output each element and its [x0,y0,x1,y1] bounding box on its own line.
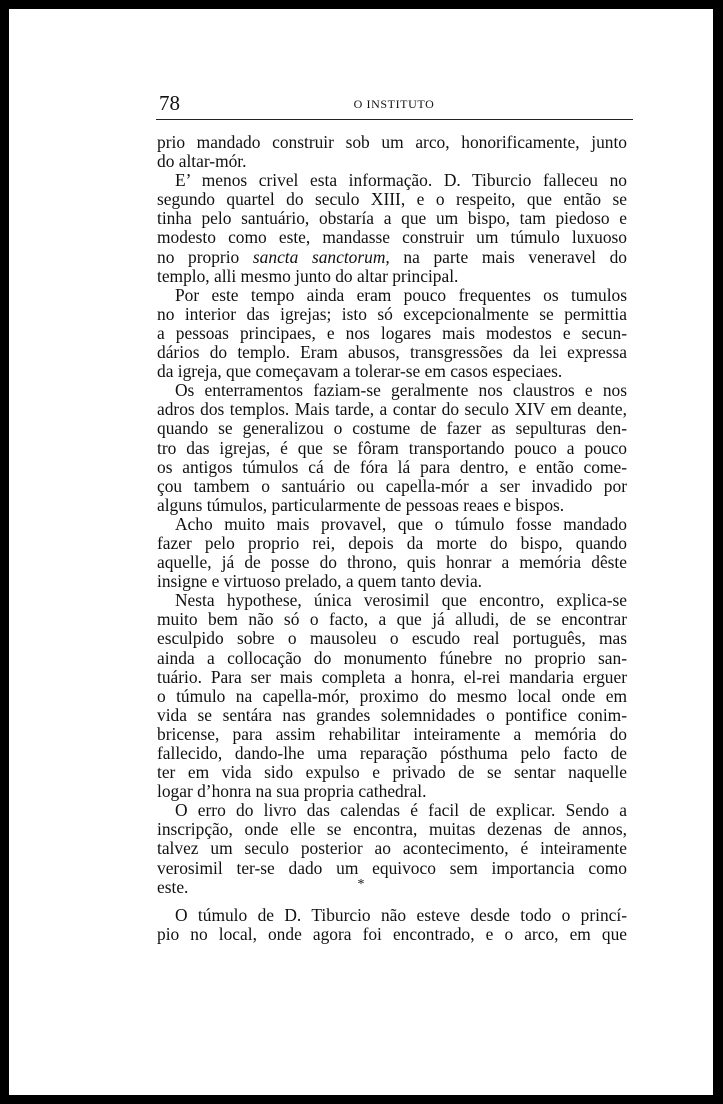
text-fragment: dários do templo. Eram abusos, transgressões da lei expressa [157,342,627,363]
text-fragment: da igreja, que começavam a tolerar-se em casos especiaes. [157,361,563,382]
text-fragment: bricense, para assim rehabilitar inteiramente a memória do [157,723,627,744]
text-fragment: O túmulo de D. Tiburcio não esteve desde todo o princí- [175,905,627,925]
text-fragment: inscripção, onde elle se encontra, muitas dezenas de annos, [157,819,627,840]
text-fragment: tro das igrejas, é que se fôram transportando pouco a pouco [157,437,627,458]
text-fragment: E’ menos crivel esta informação. D. Tiburcio falleceu no [175,170,627,191]
text-line [157,763,627,782]
text-fragment: vida se sentára nas grandes solemnidades o pontifice conim- [157,704,627,725]
body-text [157,133,627,897]
text-line [157,706,627,725]
text-fragment: adros dos templos. Mais tarde, a contar do seculo XIV em deante, [157,399,627,420]
text-line [157,859,627,878]
text-fragment: tuário. Para ser mais completa a honra, el-rei mandaria erguer [157,666,627,687]
text-fragment: os antigos túmulos cá de fóra lá para dentro, e então come- [157,456,627,477]
text-line [157,324,627,343]
text-fragment: Os enterramentos faziam-se geralmente nos claustros e nos [175,380,627,401]
text-line [157,572,627,591]
text-line [157,553,627,572]
text-line [157,477,627,496]
text-fragment: Acho muito mais provavel, que o túmulo fosse mandado [175,513,627,534]
text-line [157,267,627,286]
text-line [157,534,627,553]
text-line [157,286,627,305]
text-line [157,381,627,400]
text-line [157,209,627,228]
text-fragment: prio mandado construir sob um arco, honorificamente, junto [157,132,627,152]
section-separator: * [357,877,365,892]
text-fragment: modesto como este, mandasse construir um túmulo luxuoso [157,227,627,248]
text-line [157,782,627,801]
text-line [157,925,627,944]
text-fragment: segundo quartel do seculo XIII, e o respeito, que então se [157,189,627,210]
text-fragment: na parte mais veneravel do [403,246,627,267]
text-line [157,906,627,925]
text-line [157,725,627,744]
body-text-continued [157,906,627,944]
text-line [157,458,627,477]
page-number: 78 [159,91,180,115]
text-line [157,248,627,267]
text-fragment: pio no local, onde agora foi encontrado, e o arco, em que [157,924,627,945]
text-fragment: logar d’honra na sua propria cathedral. [157,781,427,802]
text-fragment: fazer pelo proprio rei, depois da morte do bispo, quando [157,532,627,553]
text-line [157,496,627,515]
text-line [157,133,627,152]
text-fragment: Nesta hypothese, única verosimil que encontro, explica-se [175,590,627,611]
text-line [157,801,627,820]
text-line [157,744,627,763]
text-fragment: templo, alli mesmo junto do altar principal. [157,265,459,286]
text-fragment: este. [157,876,189,897]
header-rule [156,119,633,120]
text-line [157,820,627,839]
text-line [157,400,627,419]
text-line [157,629,627,648]
text-line [157,419,627,438]
text-fragment: aquelle, já de posse do throno, quis honrar a memória dêste [157,552,627,573]
text-fragment: fallecido, dando-lhe uma reparação pósthuma pelo facto de [157,743,627,763]
text-line [157,152,627,171]
text-line [157,515,627,534]
text-line [157,171,627,190]
text-fragment: no interior das igrejas; isto só excepcionalmente se permittia [157,303,627,324]
text-fragment: tinha pelo santuário, obstaría a que um bispo, tam piedoso e [157,208,627,229]
text-fragment: quando se generalizou o costume de fazer as sepulturas den- [157,418,627,439]
text-fragment: muito bem não só o facto, a que já alludi, de se encontrar [157,609,627,630]
running-head: O INSTITUTO [353,97,435,111]
text-fragment: ainda a collocação do monumento fúnebre no proprio san- [157,647,627,668]
text-fragment: Por este tempo ainda eram pouco frequentes os tumulos [175,284,627,305]
text-line [157,687,627,706]
page [9,9,713,1095]
text-line [157,649,627,668]
italic-phrase: sancta sanctorum, [252,246,390,267]
text-fragment: do altar-mór. [157,151,247,172]
text-line [157,591,627,610]
text-line [157,362,627,381]
text-fragment: çou tambem o santuário ou capella-mór a ser invadido por [157,475,627,496]
text-fragment: a pessoas principaes, e nos logares mais modestos e secun- [157,322,627,343]
text-fragment: alguns túmulos, particularmente de pessoas reaes e bispos. [157,494,565,515]
text-line [157,439,627,458]
text-line [157,610,627,629]
text-fragment: talvez um seculo posterior ao acontecimento, é inteiramente [157,838,627,859]
text-fragment: ter em vida sido expulso e privado de se sentar naquelle [157,762,627,783]
text-line [157,228,627,247]
text-line [157,305,627,324]
text-fragment: o túmulo na capella-mór, proximo do mesmo local onde em [157,685,627,706]
text-fragment: verosimil ter-se dado um equivoco sem importancia como [157,857,627,878]
text-fragment: O erro do livro das calendas é facil de explicar. Sendo a [175,800,627,821]
text-line [157,190,627,209]
text-fragment: no proprio [157,246,240,267]
text-line [157,839,627,858]
page-header [154,91,634,119]
text-fragment: esculpido sobre o mausoleu o escudo real português, mas [157,628,627,649]
text-fragment: insigne e virtuoso prelado, a quem tanto devia. [157,571,483,592]
text-line [157,343,627,362]
text-line [157,668,627,687]
